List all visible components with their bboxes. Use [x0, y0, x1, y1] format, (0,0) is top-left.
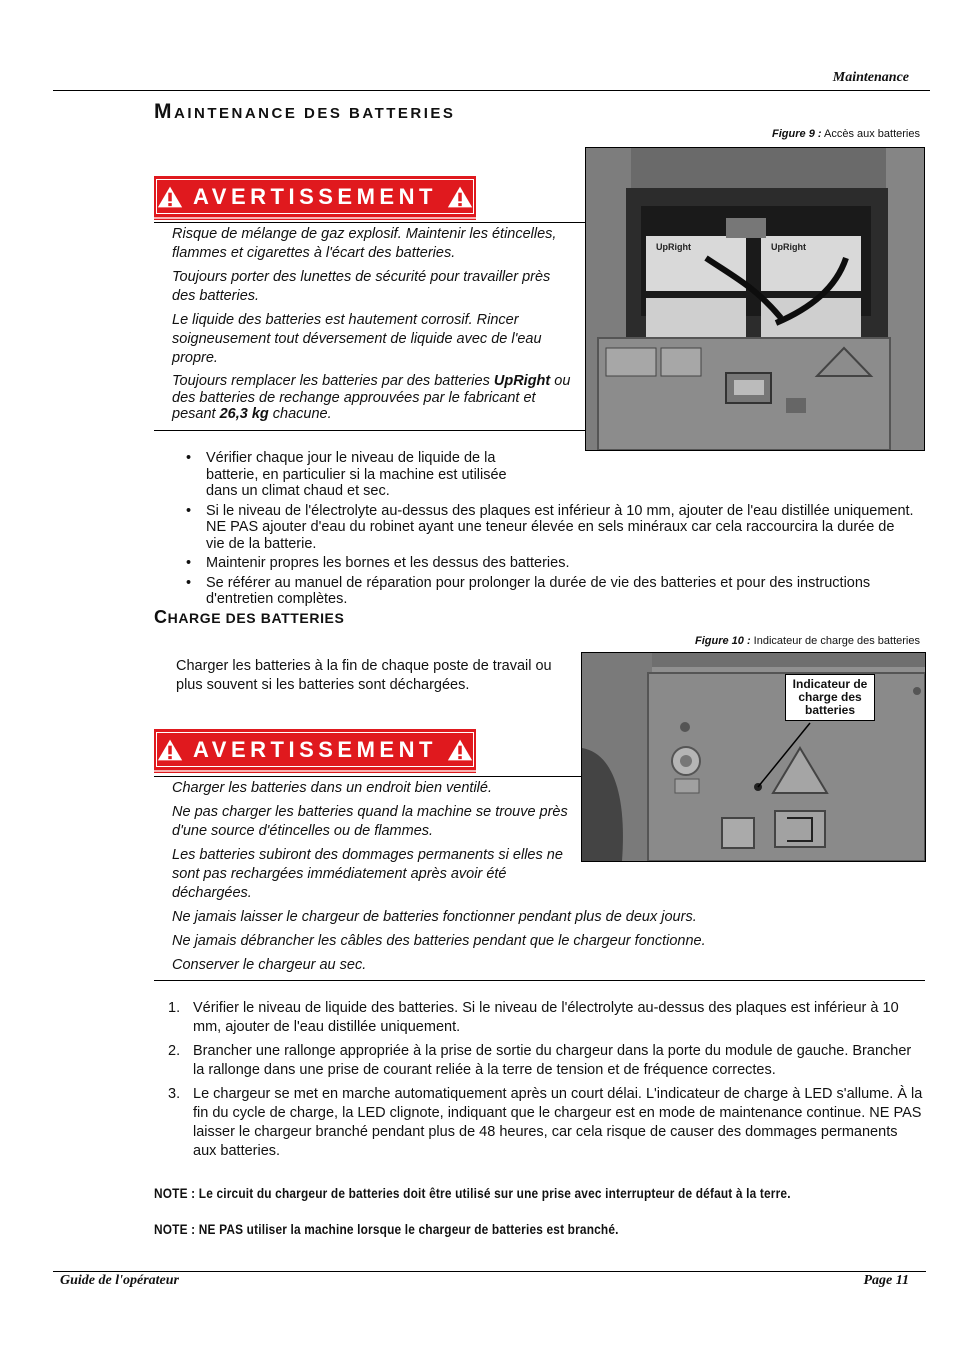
warning2-p2: Ne pas charger les batteries quand la machine se trouve près d'une source d'étincelles ou de flammes. [172, 804, 568, 839]
warning1-text [172, 225, 577, 428]
warning-label: AVERTISSEMENT [193, 183, 437, 209]
warning2-p5: Ne jamais débrancher les câbles des batteries pendant que le chargeur fonctionne. [172, 933, 706, 949]
warning1-p3: Le liquide des batteries est hautement corrosif. Rincer soigneusement tout déversement de liquide avec de l'eau propre. [172, 312, 542, 366]
warning-banner-1 [154, 176, 476, 220]
footer-rule [53, 1271, 926, 1272]
subsection-title: CHARGE DES BATTERIES [154, 607, 345, 627]
warning-triangle-icon [447, 184, 473, 210]
warning1-bottom-rule [154, 430, 585, 431]
charge-indicator-callout: Indicateur de charge des batteries [785, 674, 875, 721]
header-rule [53, 90, 930, 91]
battery-access-photo [585, 147, 925, 451]
warning1-p1: Risque de mélange de gaz explosif. Maintenir les étincelles, flammes et cigarettes à l'écart des batteries. [172, 226, 557, 261]
battery-label-1: UpRight [656, 242, 691, 252]
charge-steps [168, 999, 923, 1166]
warning-triangle-icon [157, 184, 183, 210]
warning-banner-2 [154, 729, 476, 773]
list-item: • Maintenir propres les bornes et les dessus des batteries. [186, 555, 916, 572]
warning1-top-rule [154, 222, 585, 223]
battery-label-2: UpRight [771, 242, 806, 252]
warning1-p2: Toujours porter des lunettes de sécurité pour travailler près des batteries. [172, 269, 551, 304]
battery-compartment-illustration [586, 148, 924, 450]
warning-label: AVERTISSEMENT [193, 736, 437, 762]
warning2-p3: Les batteries subiront des dommages permanents si elles ne sont pas rechargées immédiatement après avoir été déchargées. [172, 847, 563, 901]
note-do-not-use: NOTE : NE PAS utiliser la machine lorsque le chargeur de batteries est branché. [154, 1222, 619, 1237]
list-item: 3. Le chargeur se met en marche automatiquement après un court délai. L'indicateur de charge à LED s'allume. À la fin du cycle de charge, la LED clignote, indiquant que le chargeur est en mode de maintenance continue. NE PAS laisser le chargeur branché pendant plus de 48 heures, car cela risque de causer des dommages permanents aux batteries. [168, 1086, 923, 1159]
warning1-p4: Toujours remplacer les batteries par des batteries UpRight ou des batteries de rechange approuvées par le fabricant et pesant 26,3 kg chacune. [172, 373, 571, 422]
footer-guide-title: Guide de l'opérateur [60, 1273, 179, 1288]
warning2-p4: Ne jamais laisser le chargeur de batteries fonctionner pendant plus de deux jours. [172, 909, 697, 925]
warning2-bottom-rule [154, 980, 925, 981]
figure9-caption: Figure 9 : Accès aux batteries [772, 128, 920, 140]
warning2-top-rule [154, 776, 581, 777]
warning-triangle-icon [157, 737, 183, 763]
note-ground-fault: NOTE : Le circuit du chargeur de batteries doit être utilisé sur une prise avec interrupteur de défaut à la terre. [154, 1186, 791, 1201]
warning2-p6: Conserver le chargeur au sec. [172, 957, 367, 973]
list-item: • Vérifier chaque jour le niveau de liquide de la batterie, en particulier si la machine est utilisée dans un climat chaud et sec. [186, 450, 916, 500]
section-title: MAINTENANCE DES BATTERIES [154, 100, 456, 123]
warning-triangle-icon [447, 737, 473, 763]
list-item: • Si le niveau de l'électrolyte au-dessus des plaques est inférieur à 10 mm, ajouter de l'eau distillée uniquement. NE PAS ajouter d'eau du robinet ayant une teneur élevée en sels minéraux car cela raccourcira la durée de vie de la batterie. [186, 503, 916, 553]
warning2-text [172, 779, 912, 980]
charge-intro: Charger les batteries à la fin de chaque poste de travail ou plus souvent si les batteries sont déchargées. [176, 658, 552, 693]
page-number: Page 11 [863, 1273, 909, 1288]
list-item: 2. Brancher une rallonge appropriée à la prise de sortie du chargeur dans la porte du module de gauche. Brancher la rallonge dans une prise de courant reliée à la terre de tension et de fréquence correctes. [168, 1043, 912, 1078]
maintenance-bullets [186, 450, 916, 611]
warning2-p1: Charger les batteries dans un endroit bien ventilé. [172, 780, 492, 796]
header-section-title: Maintenance [832, 70, 909, 85]
figure10-caption: Figure 10 : Indicateur de charge des batteries [694, 635, 920, 647]
list-item: • Se référer au manuel de réparation pour prolonger la durée de vie des batteries et pour des instructions d'entretien complètes. [186, 575, 916, 608]
list-item: 1. Vérifier le niveau de liquide des batteries. Si le niveau de l'électrolyte au-dessus des plaques est inférieur à 10 mm, ajouter de l'eau distillée uniquement. [168, 1000, 899, 1035]
